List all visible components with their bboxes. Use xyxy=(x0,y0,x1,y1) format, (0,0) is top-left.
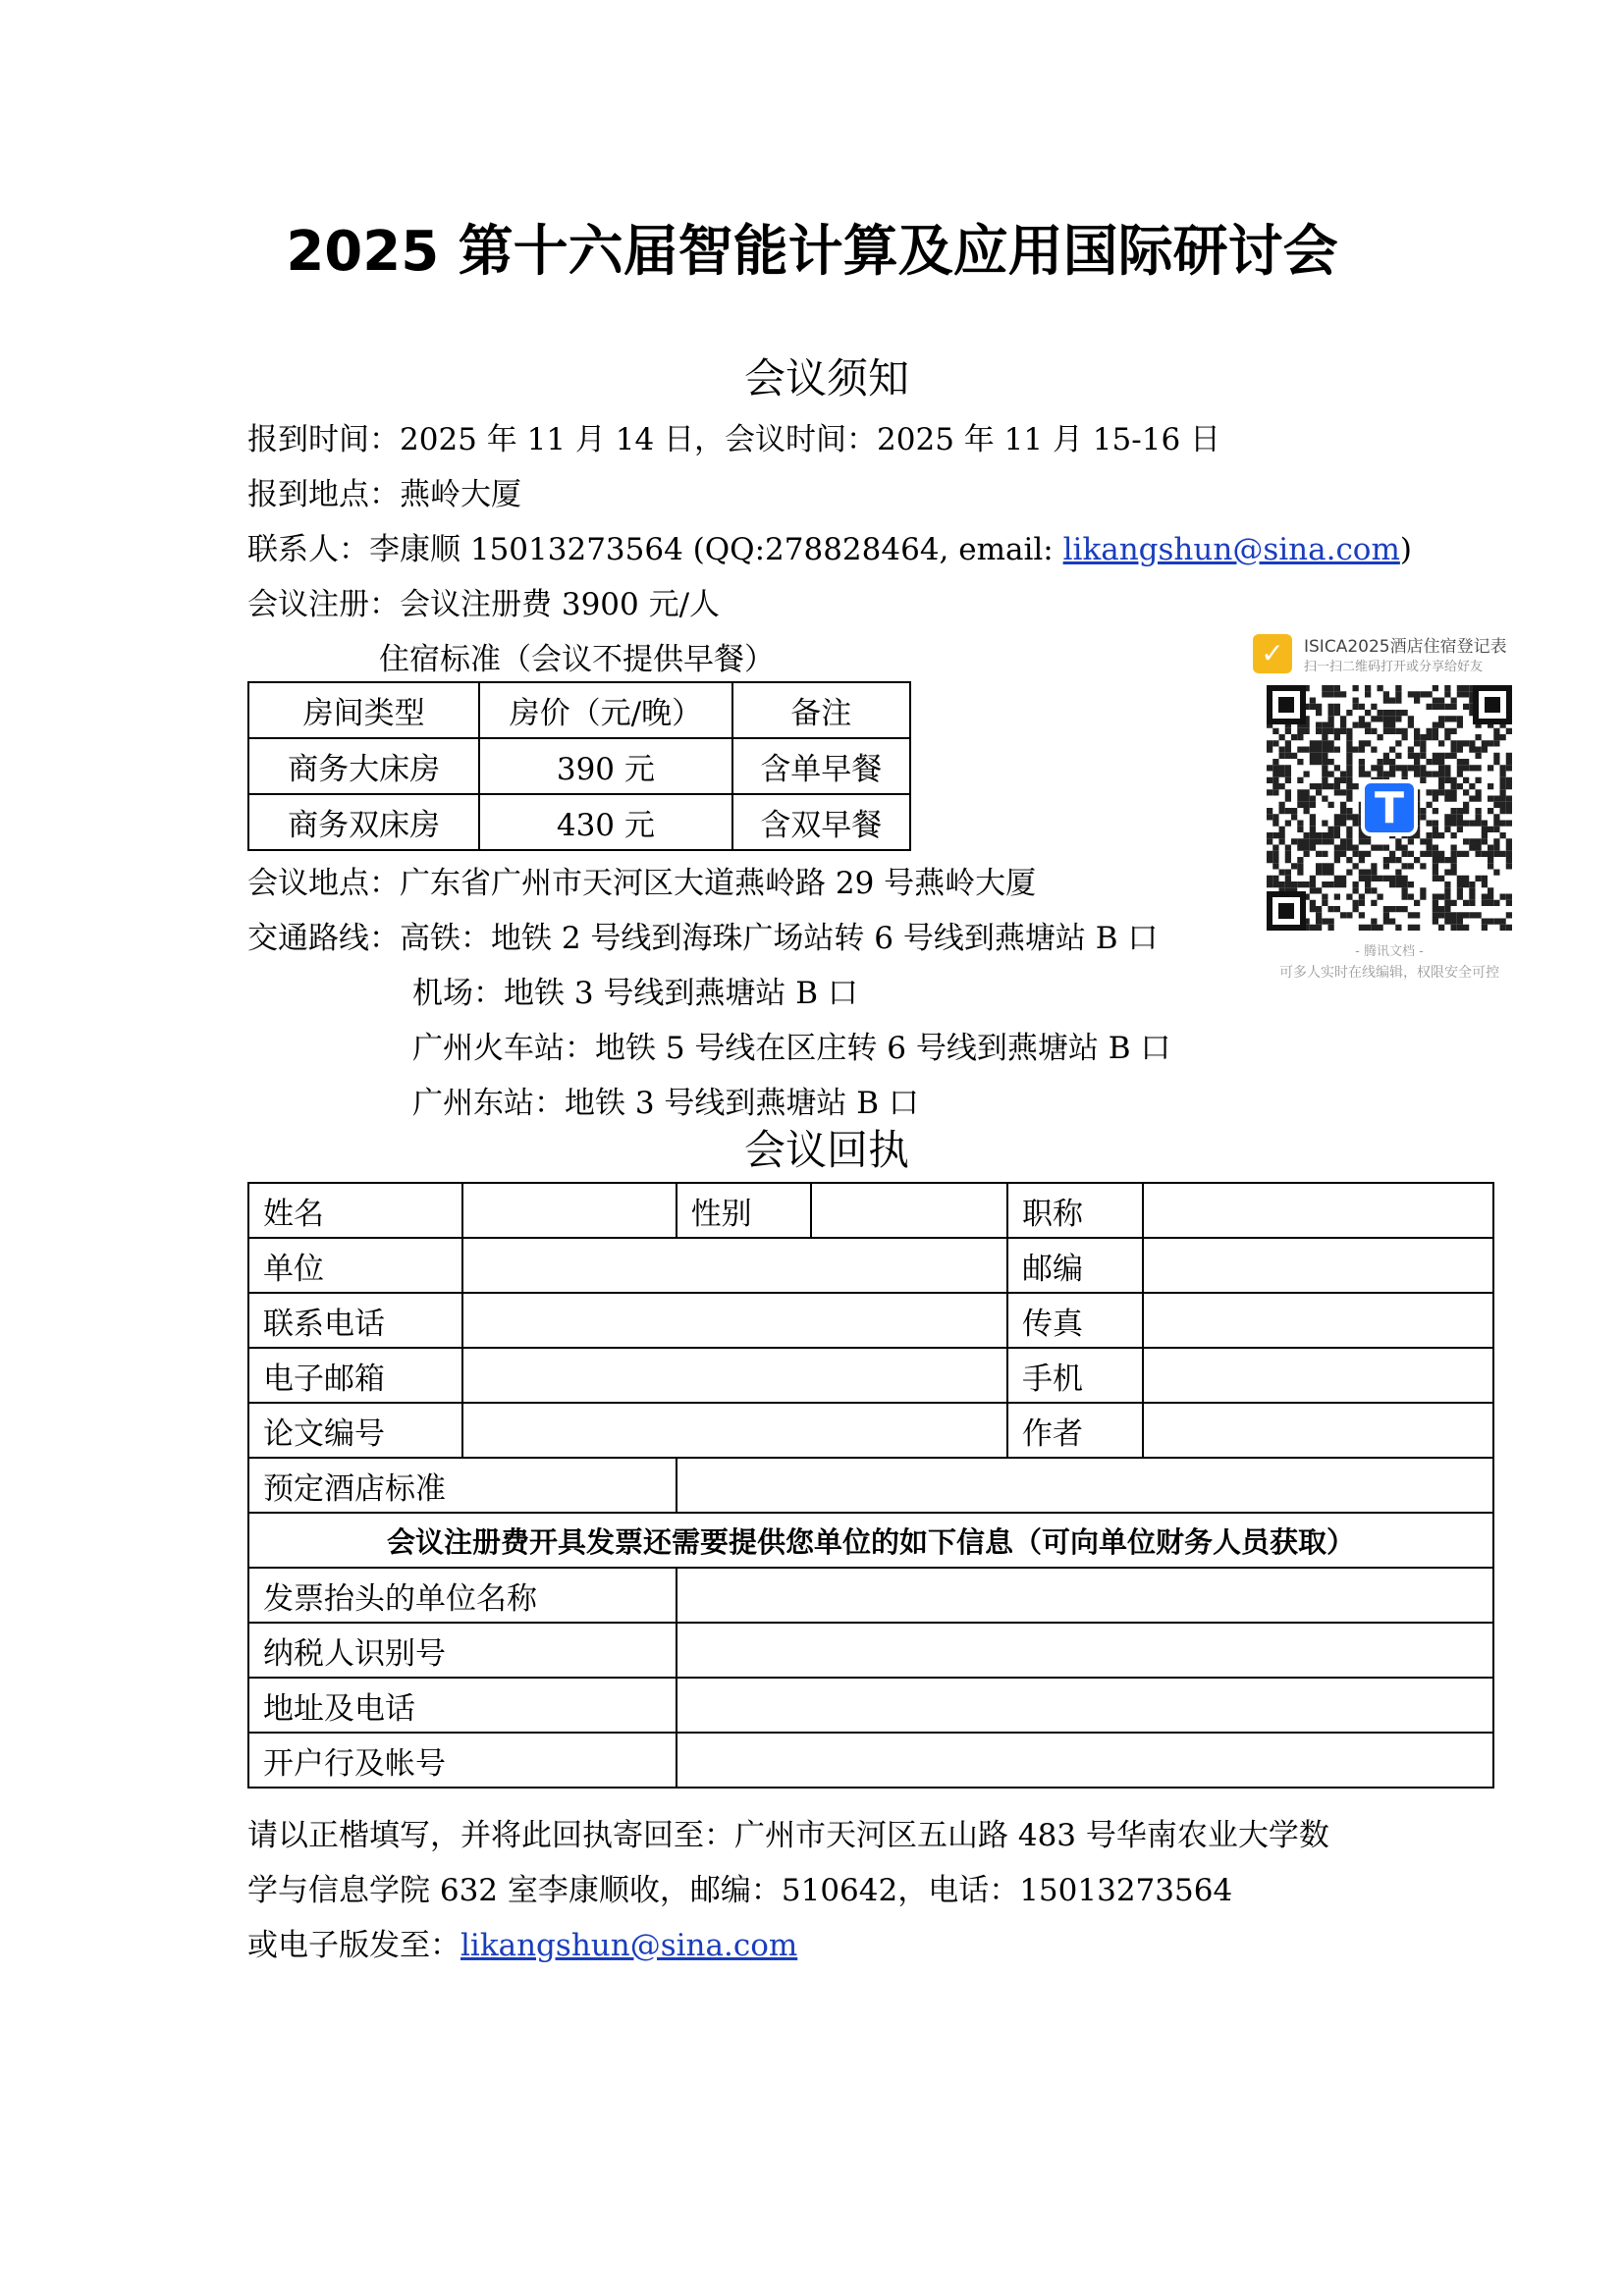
contact-suffix: ) xyxy=(1399,532,1412,567)
check-icon: ✓ xyxy=(1253,634,1292,673)
email-label: 电子邮箱 xyxy=(248,1348,462,1403)
unit-field[interactable] xyxy=(462,1238,1007,1293)
room-note: 含双早餐 xyxy=(732,794,910,850)
table-row xyxy=(248,1513,1493,1568)
invoice-name-field[interactable] xyxy=(677,1568,1493,1623)
qr-code-icon[interactable] xyxy=(1267,685,1512,931)
name-label: 姓名 xyxy=(248,1183,462,1238)
table-row xyxy=(248,1403,1493,1458)
tax-id-label: 纳税人识别号 xyxy=(248,1623,677,1678)
zip-label: 邮编 xyxy=(1007,1238,1143,1293)
fax-field[interactable] xyxy=(1143,1293,1493,1348)
phone-label: 联系电话 xyxy=(248,1293,462,1348)
contact-email-link[interactable]: likangshun@sina.com xyxy=(1062,532,1400,567)
table-row xyxy=(248,1293,1493,1348)
qr-card[interactable] xyxy=(1247,624,1532,991)
address-phone-field[interactable] xyxy=(677,1678,1493,1733)
notice-heading: 会议须知 xyxy=(744,354,910,402)
footer-line-3 xyxy=(247,1926,797,1965)
room-price-table xyxy=(247,681,911,851)
table-row xyxy=(248,1458,1493,1513)
gender-field[interactable] xyxy=(811,1183,1007,1238)
checkin-time: 报到时间：2025 年 11 月 14 日，会议时间：2025 年 11 月 15-16 日 xyxy=(247,422,1221,457)
room-header-price: 房价（元/晚） xyxy=(479,682,731,738)
job-title-label: 职称 xyxy=(1007,1183,1143,1238)
fax-label: 传真 xyxy=(1007,1293,1143,1348)
footer-line-2: 学与信息学院 632 室李康顺收，邮编：510642，电话：15013273564 xyxy=(247,1873,1233,1908)
invoice-note: 会议注册费开具发票还需要提供您单位的如下信息（可向单位财务人员获取） xyxy=(248,1513,1493,1568)
mobile-label: 手机 xyxy=(1007,1348,1143,1403)
svg-text:T: T xyxy=(1374,783,1405,833)
hotel-caption: 住宿标准（会议不提供早餐） xyxy=(379,642,775,677)
transport-line: 交通路线：高铁：地铁 2 号线到海珠广场站转 6 号线到燕塘站 B 口 xyxy=(247,921,1159,956)
room-price: 390 元 xyxy=(479,738,731,794)
table-row xyxy=(248,1348,1493,1403)
footer-email-link[interactable]: likangshun@sina.com xyxy=(460,1928,798,1963)
receipt-heading: 会议回执 xyxy=(744,1126,910,1174)
hotel-field[interactable] xyxy=(677,1458,1493,1513)
hotel-label: 预定酒店标准 xyxy=(248,1458,677,1513)
gender-label: 性别 xyxy=(677,1183,812,1238)
table-row xyxy=(248,1733,1493,1788)
table-row xyxy=(248,1568,1493,1623)
room-price: 430 元 xyxy=(479,794,731,850)
paper-id-field[interactable] xyxy=(462,1403,1007,1458)
email-field[interactable] xyxy=(462,1348,1007,1403)
footer-line-3-prefix: 或电子版发至： xyxy=(247,1928,460,1963)
qr-subtitle: 扫一扫二维码打开或分享给好友 xyxy=(1304,660,1484,674)
footer-line-1: 请以正楷填写，并将此回执寄回至：广州市天河区五山路 483 号华南农业大学数 xyxy=(247,1818,1329,1853)
registration-fee: 会议注册：会议注册费 3900 元/人 xyxy=(247,587,721,622)
room-note: 含单早餐 xyxy=(732,738,910,794)
job-title-field[interactable] xyxy=(1143,1183,1493,1238)
mobile-field[interactable] xyxy=(1143,1348,1493,1403)
author-field[interactable] xyxy=(1143,1403,1493,1458)
transport-line: 机场：地铁 3 号线到燕塘站 B 口 xyxy=(412,976,858,1011)
room-header-note: 备注 xyxy=(732,682,910,738)
table-row xyxy=(248,794,910,850)
table-row xyxy=(248,1623,1493,1678)
transport-line: 广州东站：地铁 3 号线到燕塘站 B 口 xyxy=(412,1086,919,1121)
receipt-form-table xyxy=(247,1182,1494,1789)
room-type: 商务大床房 xyxy=(248,738,479,794)
table-row xyxy=(248,738,910,794)
room-table-header xyxy=(248,682,910,738)
transport-line: 广州火车站：地铁 5 号线在区庄转 6 号线到燕塘站 B 口 xyxy=(412,1031,1171,1066)
invoice-name-label: 发票抬头的单位名称 xyxy=(248,1568,677,1623)
table-row xyxy=(248,1183,1493,1238)
contact-prefix: 联系人：李康顺 15013273564 (QQ:278828464, email: xyxy=(247,532,1063,567)
checkin-place: 报到地点：燕岭大厦 xyxy=(247,477,521,512)
table-row xyxy=(248,1238,1493,1293)
paper-id-label: 论文编号 xyxy=(248,1403,462,1458)
tax-id-field[interactable] xyxy=(677,1623,1493,1678)
unit-label: 单位 xyxy=(248,1238,462,1293)
table-row xyxy=(248,1678,1493,1733)
zip-field[interactable] xyxy=(1143,1238,1493,1293)
qr-footer: 可多人实时在线编辑，权限安全可控 xyxy=(1279,965,1499,981)
author-label: 作者 xyxy=(1007,1403,1143,1458)
address-phone-label: 地址及电话 xyxy=(248,1678,677,1733)
contact-line xyxy=(247,530,1412,569)
venue: 会议地点：广东省广州市天河区大道燕岭路 29 号燕岭大厦 xyxy=(247,866,1037,901)
qr-title: ISICA2025酒店住宿登记表 xyxy=(1304,637,1507,657)
room-header-type: 房间类型 xyxy=(248,682,479,738)
phone-field[interactable] xyxy=(462,1293,1007,1348)
room-type: 商务双床房 xyxy=(248,794,479,850)
bank-account-field[interactable] xyxy=(677,1733,1493,1788)
qr-brand: - 腾讯文档 - xyxy=(1355,944,1424,959)
bank-account-label: 开户行及帐号 xyxy=(248,1733,677,1788)
page-title: 2025 第十六届智能计算及应用国际研讨会 xyxy=(286,220,1338,284)
name-field[interactable] xyxy=(462,1183,677,1238)
